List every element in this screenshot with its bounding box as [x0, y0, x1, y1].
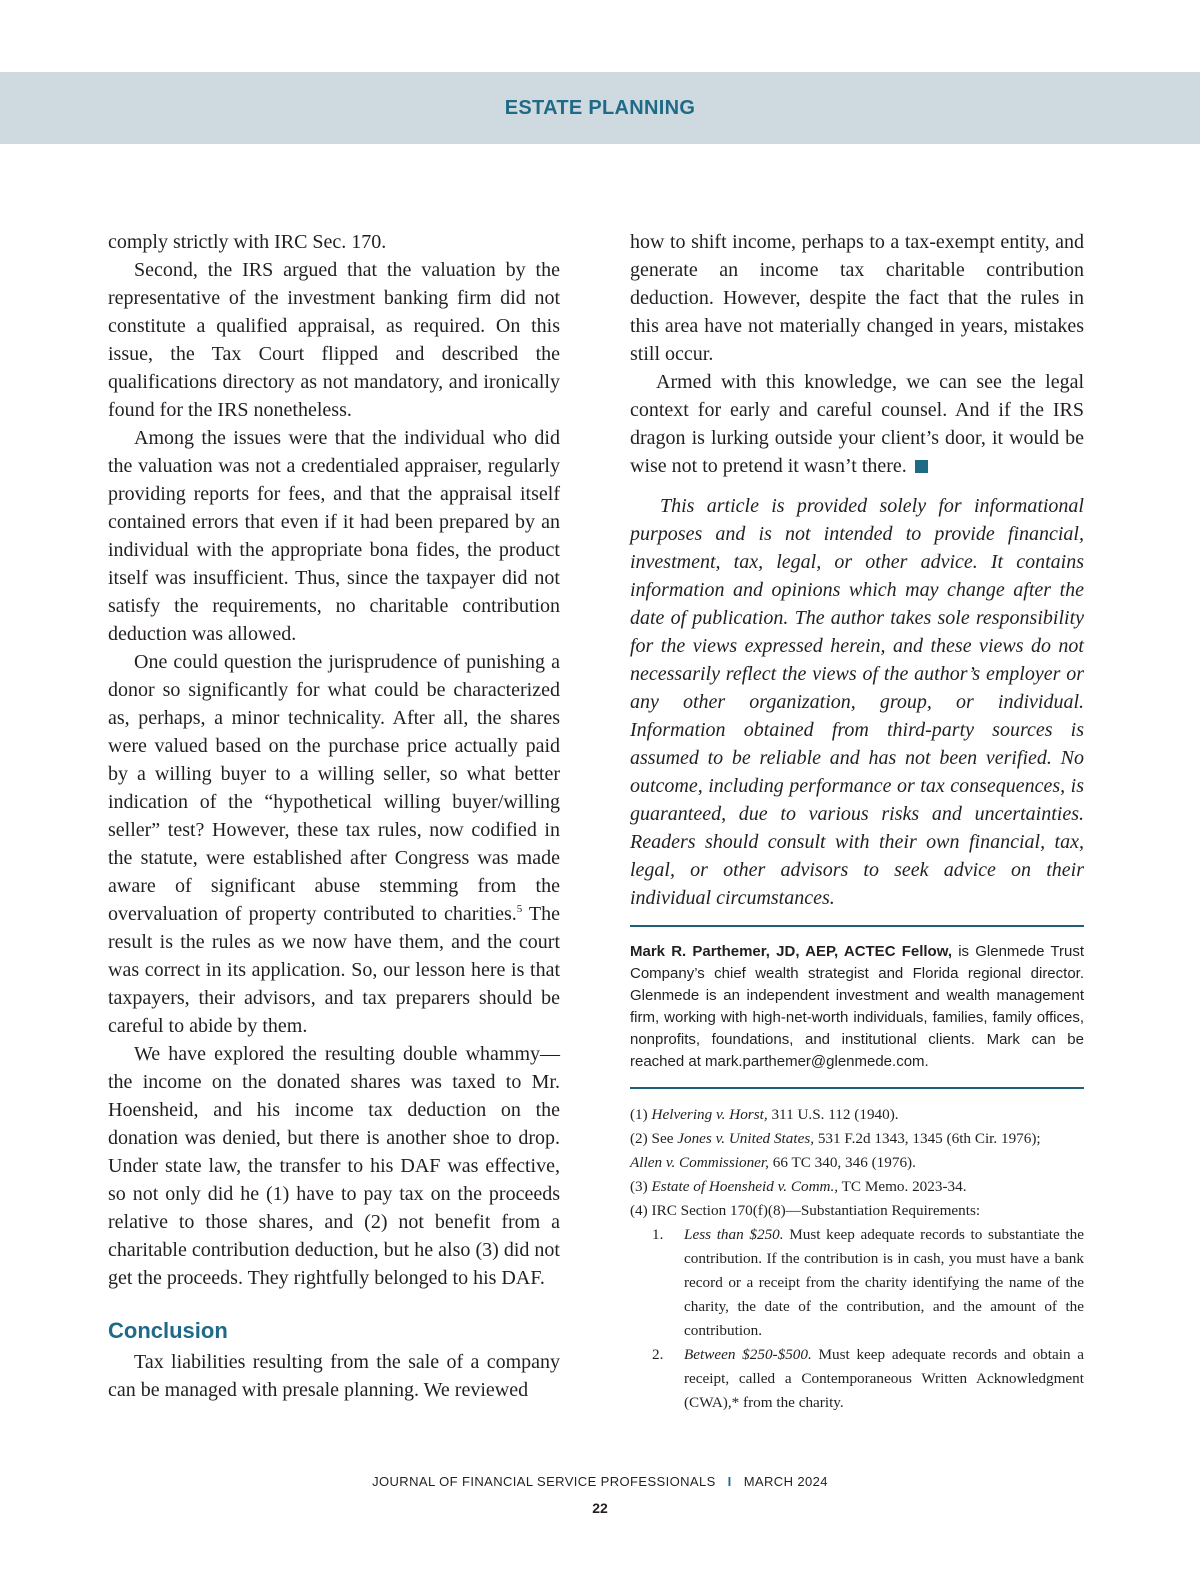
section-title: ESTATE PLANNING [504, 96, 696, 119]
left-column [108, 228, 560, 1404]
author-name: Mark R. Parthemer, JD, AEP, ACTEC Fellow, [630, 943, 953, 960]
endnote-number: (3) [630, 1178, 648, 1195]
list-number: 2. [652, 1346, 664, 1363]
journal-name: JOURNAL OF FINANCIAL SERVICE PROFESSIONALS [372, 1474, 716, 1489]
paragraph-text: One could question the jurisprudence of punishing a donor so significantly for what could be characterized as, perhaps, a minor technicality. After all, the shares were valued based on the purchase price actually paid by a willing buyer to a willing seller, so what better indication of the “hypothetical willing buyer/willing seller” test? However, these tax rules, now codified in the statute, were established after Congress was made aware of significant abuse stemming from the overvaluation of property contributed to charities. [108, 651, 560, 925]
citation: TC Memo. 2023-34. [838, 1178, 967, 1195]
page-footer [0, 1474, 1200, 1489]
footnote-ref: 5 [516, 903, 523, 915]
endnote [630, 1127, 1084, 1175]
issue-date: MARCH 2024 [743, 1474, 828, 1489]
paragraph-text: The result is the rules as we now have them, and the court was correct in its application. So, our lesson here is that taxpayers, their advisors, and tax preparers should be careful to abide by them. [108, 903, 560, 1037]
conclusion-heading: Conclusion [108, 1318, 228, 1343]
case-name: Helvering v. Horst, [651, 1106, 768, 1123]
right-body [630, 228, 1084, 480]
paragraph: We have explored the resulting double whammy—the income on the donated shares was taxed to Mr. Hoensheid, and his income tax deduction on the donation was denied, but there is another shoe to drop. Under state law, the transfer to his DAF was effective, so not only did he (1) have to pay tax on the proceeds relative to those shares, and (2) not benefit from a charitable contribution deduction, but he also (3) did not get the proceeds. They rightfully belonged to his DAF. [108, 1043, 560, 1289]
endnote-number: (1) [630, 1106, 648, 1123]
endnotes [630, 1103, 1084, 1415]
endnote-number: (2) See [630, 1130, 674, 1147]
list-lead: Less than $250. [684, 1226, 784, 1243]
end-of-article-mark [915, 460, 928, 473]
paragraph: Tax liabilities resulting from the sale of a company can be managed with presale planning. We reviewed [108, 1351, 560, 1401]
list-body: Must keep adequate records and obtain a receipt, called a Contemporaneous Written Acknowledgment (CWA),* from the charity. [684, 1346, 1084, 1411]
list-text [684, 1223, 1084, 1343]
case-name: Allen v. Commissioner, [630, 1154, 769, 1171]
list-number: 1. [652, 1226, 664, 1243]
citation: 531 F.2d 1343, 1345 (6th Cir. 1976); [814, 1130, 1041, 1147]
paragraph: Among the issues were that the individual who did the valuation was not a credentialed appraiser, regularly providing reports for fees, and that the appraisal itself contained errors that even if it had been prepared by an individual with the appropriate bona fides, the product itself was insufficient. Thus, since the taxpayer did not satisfy the requirements, no charitable contribution deduction was allowed. [108, 427, 560, 645]
case-name: Jones v. United States, [677, 1130, 815, 1147]
paragraph [630, 368, 1084, 480]
paragraph-text: Armed with this knowledge, we can see the legal context for early and careful counsel. And if the IRS dragon is lurking outside your client’s door, it would be wise not to pretend it wasn’t there. [630, 371, 1084, 477]
paragraph: Second, the IRS argued that the valuation by the representative of the investment banking firm did not constitute a qualified appraisal, as required. On this issue, the Tax Court flipped and described the qualifications directory as not mandatory, and ironically found for the IRS nonetheless. [108, 259, 560, 421]
endnote: (4) IRC Section 170(f)(8)—Substantiation Requirements: [630, 1202, 981, 1219]
endnote-list-item [652, 1343, 1084, 1415]
author-bio [630, 941, 1084, 1089]
citation: 66 TC 340, 346 (1976). [768, 1154, 916, 1171]
list-body: Must keep adequate records to substantiate the contribution. If the contribution is in cash, you must have a bank record or a receipt from the charity identifying the name of the charity, the date of the contribution, and the amount of the contribution. [684, 1226, 1084, 1339]
footer-separator: I [727, 1474, 732, 1489]
right-column [630, 228, 1084, 1415]
list-text [684, 1343, 1084, 1415]
case-name: Estate of Hoensheid v. Comm., [651, 1178, 839, 1195]
list-lead: Between $250-$500. [684, 1346, 812, 1363]
endnote [630, 1175, 1084, 1199]
paragraph: comply strictly with IRC Sec. 170. [108, 231, 387, 253]
disclaimer: This article is provided solely for informational purposes and is not intended to provide financial, investment, tax, legal, or other advice. It contains information and opinions which may change after the date of publication. The author takes sole responsibility for the views expressed herein, and these views do not necessarily reflect the views of the author’s employer or any other organization, group, or individual. Information obtained from third-party sources is assumed to be reliable and has not been verified. No outcome, including performance or tax consequences, is guaranteed, due to various risks and uncertainties. Readers should consult with their own financial, tax, legal, or other advisors to seek advice on their individual circumstances. [630, 492, 1084, 927]
author-bio-text: is Glenmede Trust Company’s chief wealth strategist and Florida regional director. Glenmede is an independent investment and wealth management firm, working with high-net-worth individuals, families, family offices, nonprofits, foundations, and institutional clients. Mark can be reached at mark.parthemer@glenmede.com. [630, 943, 1084, 1070]
page-number: 22 [592, 1500, 608, 1516]
endnote-list-item [652, 1223, 1084, 1343]
section-banner [0, 72, 1200, 144]
paragraph [108, 648, 560, 1040]
paragraph: how to shift income, perhaps to a tax-exempt entity, and generate an income tax charitable contribution deduction. However, despite the fact that the rules in this area have not materially changed in years, mistakes still occur. [630, 231, 1084, 365]
citation: 311 U.S. 112 (1940). [767, 1106, 899, 1123]
endnote [630, 1103, 1084, 1127]
